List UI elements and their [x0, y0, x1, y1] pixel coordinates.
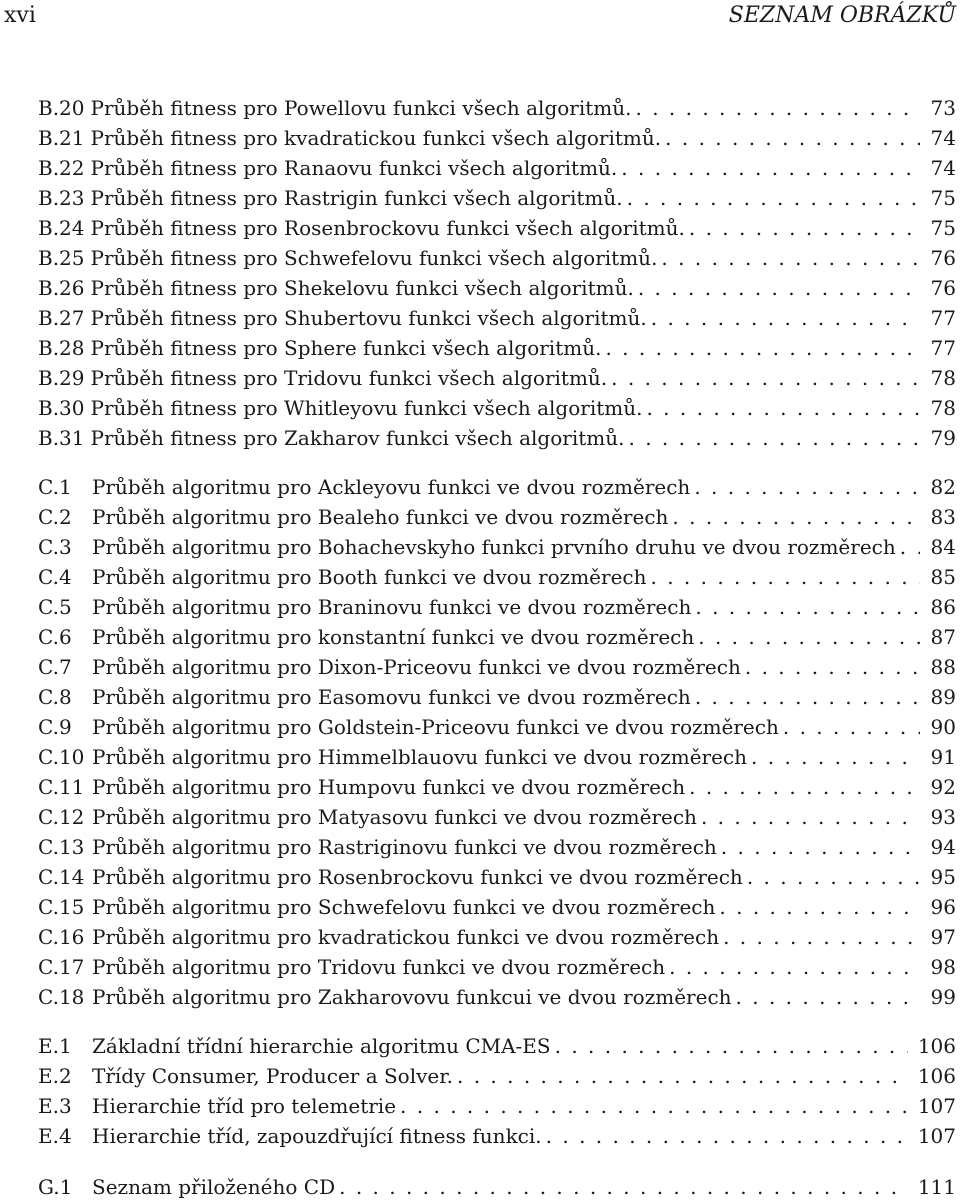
list-section-c	[38, 472, 956, 1012]
entry-page-number: 85	[930, 565, 956, 589]
entry-number: B.28	[38, 336, 85, 360]
dot-leader	[638, 273, 920, 303]
toc-entry[interactable]	[38, 423, 956, 453]
entry-title: Průběh fitness pro Whitleyovu funkci všech algoritmů.	[90, 396, 643, 420]
entry-page-number: 98	[930, 955, 956, 979]
toc-entry[interactable]	[38, 363, 956, 393]
entry-page-number: 75	[930, 216, 956, 240]
entry-number: C.15	[38, 895, 85, 919]
list-section-b	[38, 93, 956, 453]
dot-leader	[621, 153, 920, 183]
entry-page-number: 92	[930, 775, 956, 799]
running-title: SEZNAM OBRÁZKŮ	[728, 3, 956, 28]
toc-entry[interactable]	[38, 273, 956, 303]
entry-number: B.27	[38, 306, 85, 330]
entry-title: Třídy Consumer, Producer a Solver.	[92, 1064, 453, 1088]
entry-page-number: 86	[930, 595, 956, 619]
entry-number: C.18	[38, 985, 85, 1009]
entry-title: Průběh algoritmu pro Goldstein-Priceovu funkci ve dvou rozměrech	[92, 715, 779, 739]
entry-page-number: 97	[930, 925, 956, 949]
entry-page-number: 78	[930, 366, 956, 390]
dot-leader	[669, 952, 920, 982]
entry-title: Průběh fitness pro kvadratickou funkci všech algoritmů.	[90, 126, 662, 150]
dot-leader	[736, 982, 920, 1012]
entry-title: Průběh algoritmu pro kvadratickou funkci ve dvou rozměrech	[92, 925, 720, 949]
entry-title: Hierarchie tříd, zapouzdřující fitness funkci.	[92, 1124, 542, 1148]
entry-number: E.1	[38, 1034, 72, 1058]
toc-entry[interactable]	[38, 922, 956, 952]
entry-number: C.17	[38, 955, 85, 979]
toc-entry[interactable]	[38, 1121, 956, 1151]
entry-title: Seznam přiloženého CD	[92, 1175, 336, 1199]
dot-leader	[628, 423, 920, 453]
toc-entry[interactable]	[38, 832, 956, 862]
entry-title: Průběh fitness pro Shekelovu funkci všech algoritmů.	[90, 276, 634, 300]
dot-leader	[605, 333, 920, 363]
dot-leader	[900, 532, 920, 562]
entry-page-number: 83	[930, 505, 956, 529]
entry-number: C.8	[38, 685, 72, 709]
entry-title: Průběh algoritmu pro Easomovu funkci ve dvou rozměrech	[92, 685, 691, 709]
entry-page-number: 84	[930, 535, 956, 559]
entry-title: Průběh algoritmu pro Dixon-Priceovu funkci ve dvou rozměrech	[92, 655, 741, 679]
entry-title: Průběh algoritmu pro Zakharovovu funkcui ve dvou rozměrech	[92, 985, 732, 1009]
entry-number: C.3	[38, 535, 72, 559]
toc-entry[interactable]	[38, 892, 956, 922]
entry-title: Průběh fitness pro Schwefelovu funkci všech algoritmů.	[90, 246, 658, 270]
entry-title: Průběh algoritmu pro Schwefelovu funkci ve dvou rozměrech	[92, 895, 716, 919]
dot-leader	[339, 1172, 908, 1202]
entry-title: Průběh algoritmu pro Ackleyovu funkci ve dvou rozměrech	[92, 475, 691, 499]
page-header	[0, 0, 960, 34]
entry-page-number: 111	[917, 1175, 956, 1199]
toc-entry[interactable]	[38, 393, 956, 423]
list-section-e	[38, 1031, 956, 1151]
entry-title: Průběh fitness pro Tridovu funkci všech algoritmů.	[90, 366, 608, 390]
entry-number: B.31	[38, 426, 85, 450]
entry-page-number: 76	[930, 246, 956, 270]
entry-page-number: 73	[930, 96, 956, 120]
entry-number: C.6	[38, 625, 72, 649]
entry-page-number: 78	[930, 396, 956, 420]
entry-page-number: 89	[930, 685, 956, 709]
entry-title: Průběh algoritmu pro Braninovu funkci ve dvou rozměrech	[92, 595, 692, 619]
entry-number: B.24	[38, 216, 85, 240]
toc-entry[interactable]	[38, 742, 956, 772]
entry-number: B.30	[38, 396, 85, 420]
entry-title: Průběh algoritmu pro Booth funkci ve dvou rozměrech	[92, 565, 647, 589]
toc-entry[interactable]	[38, 682, 956, 712]
entry-title: Průběh algoritmu pro konstantní funkci ve dvou rozměrech	[92, 625, 695, 649]
entry-title: Průběh algoritmu pro Bealeho funkci ve dvou rozměrech	[92, 505, 669, 529]
toc-entry[interactable]	[38, 952, 956, 982]
dot-leader	[689, 772, 920, 802]
entry-title: Průběh algoritmu pro Bohachevskyho funkci prvního druhu ve dvou rozměrech	[92, 535, 896, 559]
toc-entry[interactable]	[38, 93, 956, 123]
toc-entry[interactable]	[38, 153, 956, 183]
entry-page-number: 94	[930, 835, 956, 859]
entry-number: C.11	[38, 775, 85, 799]
dot-leader	[546, 1121, 908, 1151]
entry-number: C.5	[38, 595, 72, 619]
entry-number: B.25	[38, 246, 85, 270]
entry-page-number: 90	[930, 715, 956, 739]
entry-number: G.1	[38, 1175, 73, 1199]
entry-title: Průběh fitness pro Shubertovu funkci všech algoritmů.	[90, 306, 647, 330]
entry-number: B.23	[38, 186, 85, 210]
entry-title: Průběh fitness pro Zakharov funkci všech algoritmů.	[90, 426, 625, 450]
dot-leader	[694, 472, 920, 502]
dot-leader	[611, 363, 920, 393]
entry-page-number: 106	[917, 1064, 956, 1088]
entry-title: Průběh algoritmu pro Himmelblauovu funkci ve dvou rozměrech	[92, 745, 748, 769]
entry-title: Průběh fitness pro Rastrigin funkci všech algoritmů.	[90, 186, 623, 210]
dot-leader	[721, 832, 920, 862]
entry-title: Průběh fitness pro Ranaovu funkci všech algoritmů.	[90, 156, 618, 180]
entry-page-number: 107	[917, 1124, 956, 1148]
entry-page-number: 106	[917, 1034, 956, 1058]
entry-page-number: 95	[930, 865, 956, 889]
entry-page-number: 88	[930, 655, 956, 679]
dot-leader	[695, 592, 920, 622]
dot-leader	[698, 622, 920, 652]
entry-title: Průběh algoritmu pro Rosenbrockovu funkci ve dvou rozměrech	[92, 865, 743, 889]
dot-leader	[400, 1091, 908, 1121]
entry-title: Průběh fitness pro Powellovu funkci všech algoritmů.	[90, 96, 632, 120]
toc-entry[interactable]	[38, 1091, 956, 1121]
toc-entry[interactable]	[38, 333, 956, 363]
entry-page-number: 77	[930, 336, 956, 360]
toc-entry[interactable]	[38, 592, 956, 622]
entry-page-number: 91	[930, 745, 956, 769]
toc-entry[interactable]	[38, 532, 956, 562]
dot-leader	[783, 712, 920, 742]
list-section-g	[38, 1172, 956, 1202]
dot-leader	[745, 652, 920, 682]
toc-entry[interactable]	[38, 472, 956, 502]
entry-number: C.9	[38, 715, 72, 739]
dot-leader	[555, 1031, 908, 1061]
toc-entry[interactable]	[38, 982, 956, 1012]
entry-page-number: 87	[930, 625, 956, 649]
entry-title: Hierarchie tříd pro telemetrie	[92, 1094, 397, 1118]
entry-title: Průběh algoritmu pro Humpovu funkci ve dvou rozměrech	[92, 775, 686, 799]
entry-number: C.2	[38, 505, 72, 529]
dot-leader	[695, 682, 920, 712]
toc-entry[interactable]	[38, 303, 956, 333]
entry-number: C.1	[38, 475, 72, 499]
entry-page-number: 99	[930, 985, 956, 1009]
entry-number: B.22	[38, 156, 85, 180]
toc-entry[interactable]	[38, 562, 956, 592]
dot-leader	[747, 862, 920, 892]
dot-leader	[661, 243, 920, 273]
dot-leader	[689, 213, 920, 243]
entry-title: Průběh fitness pro Sphere funkci všech algoritmů.	[90, 336, 602, 360]
dot-leader	[723, 922, 920, 952]
entry-page-number: 76	[930, 276, 956, 300]
entry-number: C.16	[38, 925, 85, 949]
toc-entry[interactable]	[38, 622, 956, 652]
entry-number: C.14	[38, 865, 85, 889]
entry-page-number: 107	[917, 1094, 956, 1118]
toc-entry[interactable]	[38, 652, 956, 682]
entry-page-number: 79	[930, 426, 956, 450]
toc-entry[interactable]	[38, 213, 956, 243]
dot-leader	[651, 303, 920, 333]
entry-number: B.20	[38, 96, 85, 120]
entry-number: E.4	[38, 1124, 72, 1148]
toc-entry[interactable]	[38, 772, 956, 802]
toc-entry[interactable]	[38, 1172, 956, 1202]
dot-leader	[665, 123, 920, 153]
toc-entry[interactable]	[38, 243, 956, 273]
entry-number: C.13	[38, 835, 85, 859]
entry-page-number: 96	[930, 895, 956, 919]
dot-leader	[701, 802, 920, 832]
entry-page-number: 77	[930, 306, 956, 330]
entry-number: B.21	[38, 126, 85, 150]
entry-title: Průběh algoritmu pro Rastriginovu funkci ve dvou rozměrech	[92, 835, 717, 859]
toc-entry[interactable]	[38, 1031, 956, 1061]
dot-leader	[646, 393, 920, 423]
toc-entry[interactable]	[38, 862, 956, 892]
entry-page-number: 82	[930, 475, 956, 499]
toc-entry[interactable]	[38, 123, 956, 153]
entry-number: B.29	[38, 366, 85, 390]
entry-title: Průběh algoritmu pro Matyasovu funkci ve dvou rozměrech	[92, 805, 697, 829]
dot-leader	[635, 93, 920, 123]
entry-number: B.26	[38, 276, 85, 300]
toc-entry[interactable]	[38, 502, 956, 532]
entry-page-number: 75	[930, 186, 956, 210]
entry-number: C.10	[38, 745, 85, 769]
dot-leader	[457, 1061, 908, 1091]
entry-page-number: 74	[930, 126, 956, 150]
entry-number: C.4	[38, 565, 72, 589]
entry-title: Průběh fitness pro Rosenbrockovu funkci všech algoritmů.	[90, 216, 685, 240]
entry-title: Základní třídní hierarchie algoritmu CMA-ES	[92, 1034, 551, 1058]
entry-number: C.7	[38, 655, 72, 679]
entry-page-number: 74	[930, 156, 956, 180]
entry-page-number: 93	[930, 805, 956, 829]
entry-number: E.2	[38, 1064, 72, 1088]
dot-leader	[672, 502, 920, 532]
toc-entry[interactable]	[38, 802, 956, 832]
dot-leader	[719, 892, 920, 922]
entry-number: C.12	[38, 805, 85, 829]
toc-entry[interactable]	[38, 712, 956, 742]
toc-entry[interactable]	[38, 183, 956, 213]
entry-number: E.3	[38, 1094, 72, 1118]
entry-title: Průběh algoritmu pro Tridovu funkci ve dvou rozměrech	[92, 955, 666, 979]
dot-leader	[751, 742, 920, 772]
page-number: xvi	[4, 3, 36, 28]
dot-leader	[650, 562, 920, 592]
toc-entry[interactable]	[38, 1061, 956, 1091]
dot-leader	[627, 183, 920, 213]
